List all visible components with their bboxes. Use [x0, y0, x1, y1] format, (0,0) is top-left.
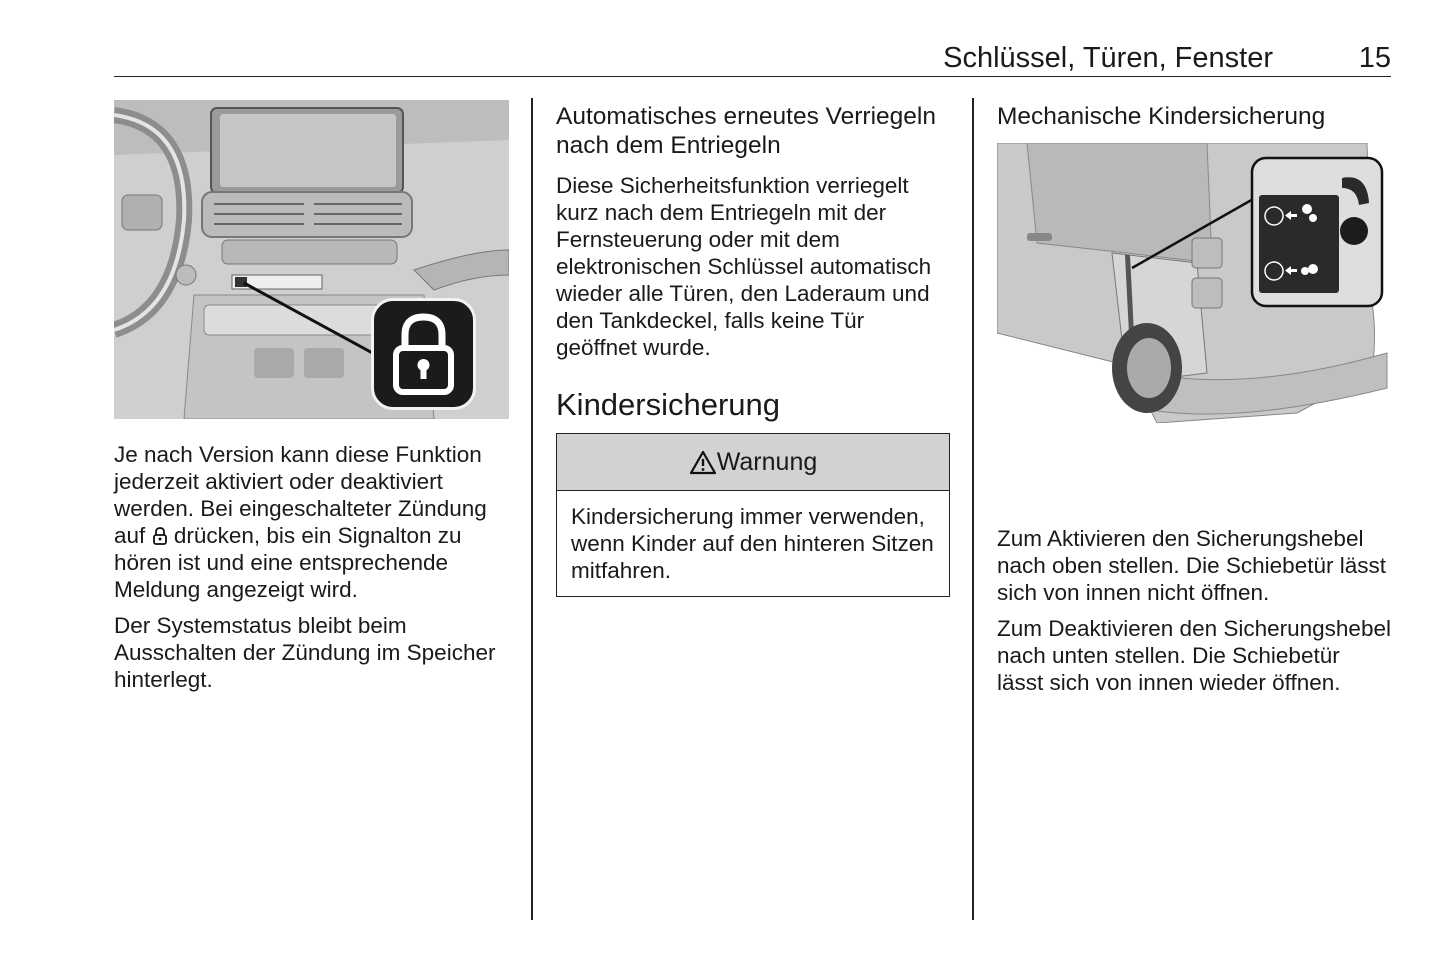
dashboard-figure [114, 100, 509, 419]
paragraph-system-status: Der Systemstatus bleibt beim Ausschalten der Zündung im Speicher hinterlegt. [114, 613, 496, 692]
column-divider-2 [972, 98, 974, 920]
heading-child-lock: Kindersicherung [556, 387, 781, 422]
column-2 [556, 102, 950, 597]
van-figure [997, 143, 1391, 423]
paragraph-activate-lock: Zum Aktivieren den Sicherungshebel nach oben stellen. Die Schiebetür lässt sich von innen nicht öffnen. [997, 526, 1386, 605]
inline-padlock-icon [152, 526, 168, 546]
paragraph-auto-relock: Diese Sicherheitsfunktion verriegelt kurz nach dem Entriegeln mit der Fernsteuerung oder mit dem elektronischen Schlüssel automatisch wieder alle Türen, den Laderaum und den Tankdeckel, falls keine Tür geöffnet wurde. [556, 173, 932, 360]
paragraph-deactivate-lock: Zum Deaktivieren den Sicherungshebel nach unten stellen. Die Schiebetür lässt sich von innen wieder öffnen. [997, 616, 1391, 695]
warning-text: Kindersicherung immer verwenden, wenn Kinder auf den hinteren Sitzen mitfahren. [571, 504, 934, 583]
warning-box [556, 433, 950, 597]
van-illustration [997, 143, 1391, 423]
heading-mechanical-child-lock: Mechanische Kindersicherung [997, 103, 1326, 130]
warning-title: Warnung [716, 447, 818, 476]
padlock-icon [371, 298, 476, 410]
column-divider-1 [531, 98, 533, 920]
warning-triangle-icon [689, 450, 717, 475]
paragraph-function-activation: Je nach Version kann diese Funktion jederzeit aktiviert oder deaktiviert werden. Bei eingeschalteter Zündung auf drücken, bis ein Signalton zu hören ist und eine entsprechende Meldung angezeigt wird. [114, 442, 487, 602]
warning-header [557, 434, 949, 491]
page-number: 15 [1358, 42, 1391, 74]
page-header [114, 38, 1391, 77]
column-3 [997, 102, 1391, 705]
heading-auto-relock: Automatisches erneutes Verriegeln nach dem Entriegeln [556, 103, 936, 159]
chapter-title: Schlüssel, Türen, Fenster [943, 42, 1273, 74]
column-1 [114, 100, 509, 702]
